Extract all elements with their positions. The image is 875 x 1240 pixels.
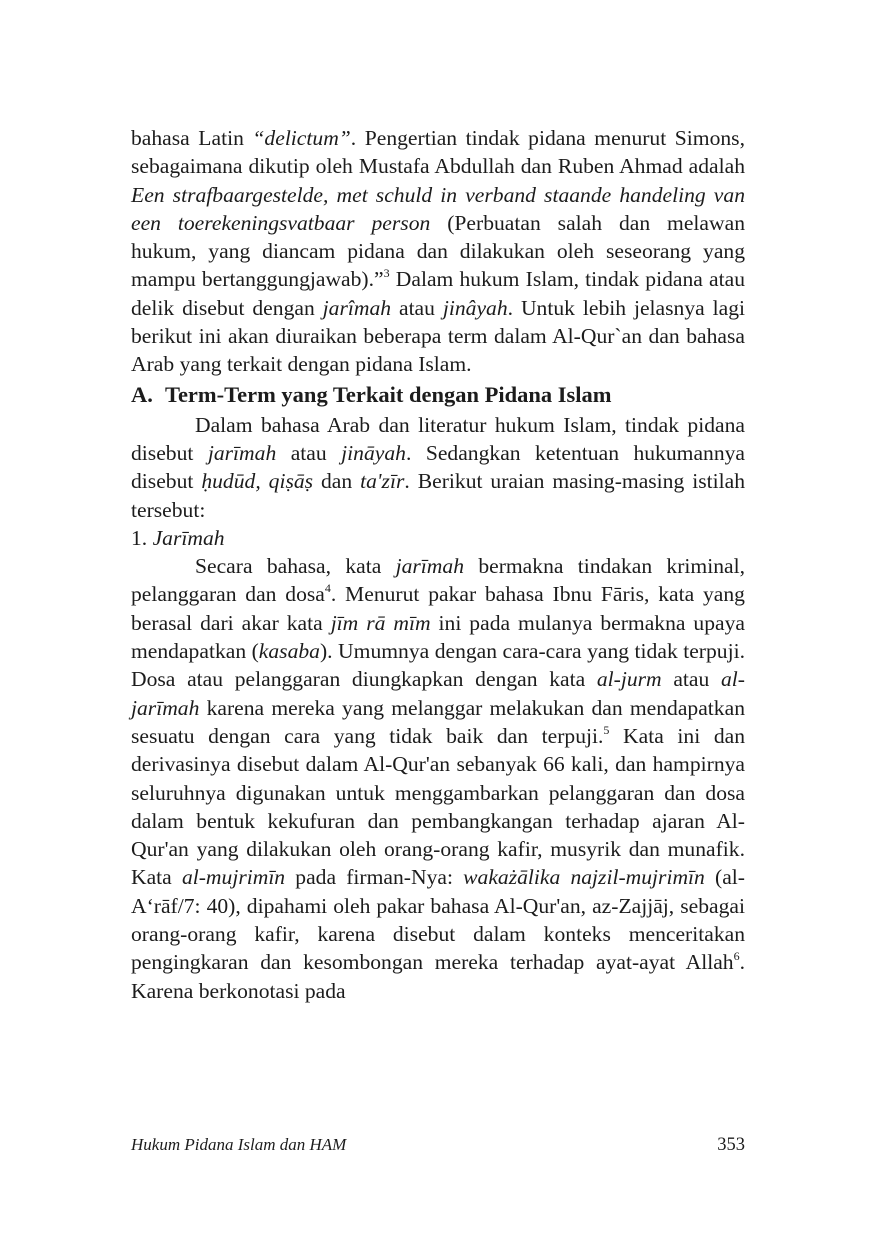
footnote-ref: 4 bbox=[324, 581, 331, 596]
section-heading: A. Term-Term yang Terkait dengan Pidana Islam bbox=[131, 381, 612, 407]
body-paragraph: Dalam bahasa Arab dan literatur hukum Islam, tindak pidana disebut jarīmah atau jināyah. Sedangkan ketentuan hukumannya disebut ḥudūd, qiṣāṣ dan ta'zīr. Berikut uraian masing-masing istilah tersebut: bbox=[131, 412, 746, 522]
footnote-ref: 6 bbox=[733, 949, 740, 964]
page-body bbox=[131, 124, 745, 1005]
running-title: Hukum Pidana Islam dan HAM bbox=[131, 1135, 347, 1154]
footnote-ref: 3 bbox=[383, 266, 390, 281]
page-footer bbox=[131, 1133, 745, 1157]
page-number: 353 bbox=[717, 1135, 745, 1155]
body-paragraph: Secara bahasa, kata jarīmah bermakna tindakan kriminal, pelanggaran dan dosa$^4$. Menurut pakar bahasa Ibnu Fāris, kata yang berasal dari akar kata jīm rā mīm ini pada mulanya bermakna upaya mendapatkan (kasaba). Umumnya dengan cara-cara yang tidak terpuji. Dosa atau pelanggaran diungkapkan dengan kata al-jurm atau al-jarīmah karena mereka yang melanggar melakukan dan mendapatkan sesuatu dengan cara yang tidak baik dan terpuji.$^5$ Kata ini dan derivasinya disebut dalam Al-Qur'an sebanyak 66 kali, dan hampirnya seluruhnya digunakan untuk menggambarkan pelanggaran dan dosa dalam bentuk kekufuran dan pembangkangan terhadap ajaran Al-Qur'an yang dilakukan oleh orang-orang kafir, musyrik dan munafik. Kata al-mujrimīn pada firman-Nya: wakażālika najzil-mujrimīn (al-A‘rāf/7: 40), dipahami oleh pakar bahasa Al-Qur'an, az-Zajjāj, sebagai orang-orang kafir, karena disebut dalam konteks menceritakan pengingkaran dan kesombongan mereka terhadap ayat-ayat Allah$^6$. Karena berkonotasi pada bbox=[131, 554, 745, 1003]
subsection-heading: 1. Jarīmah bbox=[131, 525, 225, 550]
footnote-ref: 5 bbox=[603, 722, 610, 737]
body-paragraph: bahasa Latin “delictum”. Pengertian tindak pidana menurut Simons, sebagaimana dikutip oleh Mustafa Abdullah dan Ruben Ahmad adalah Een strafbaargestelde, met schuld in verband staande handeling van een toerekeningsvatbaar person (Perbuatan salah dan melawan hukum, yang diancam pidana dan dilakukan oleh seseorang yang mampu bertanggungjawab).”$^3$ Dalam hukum Islam, tindak pidana atau delik disebut dengan jarîmah atau jinâyah. Untuk lebih jelasnya lagi berikut ini akan diuraikan beberapa term dalam Al-Qur`an dan bahasa Arab yang terkait dengan pidana Islam. bbox=[131, 126, 745, 377]
